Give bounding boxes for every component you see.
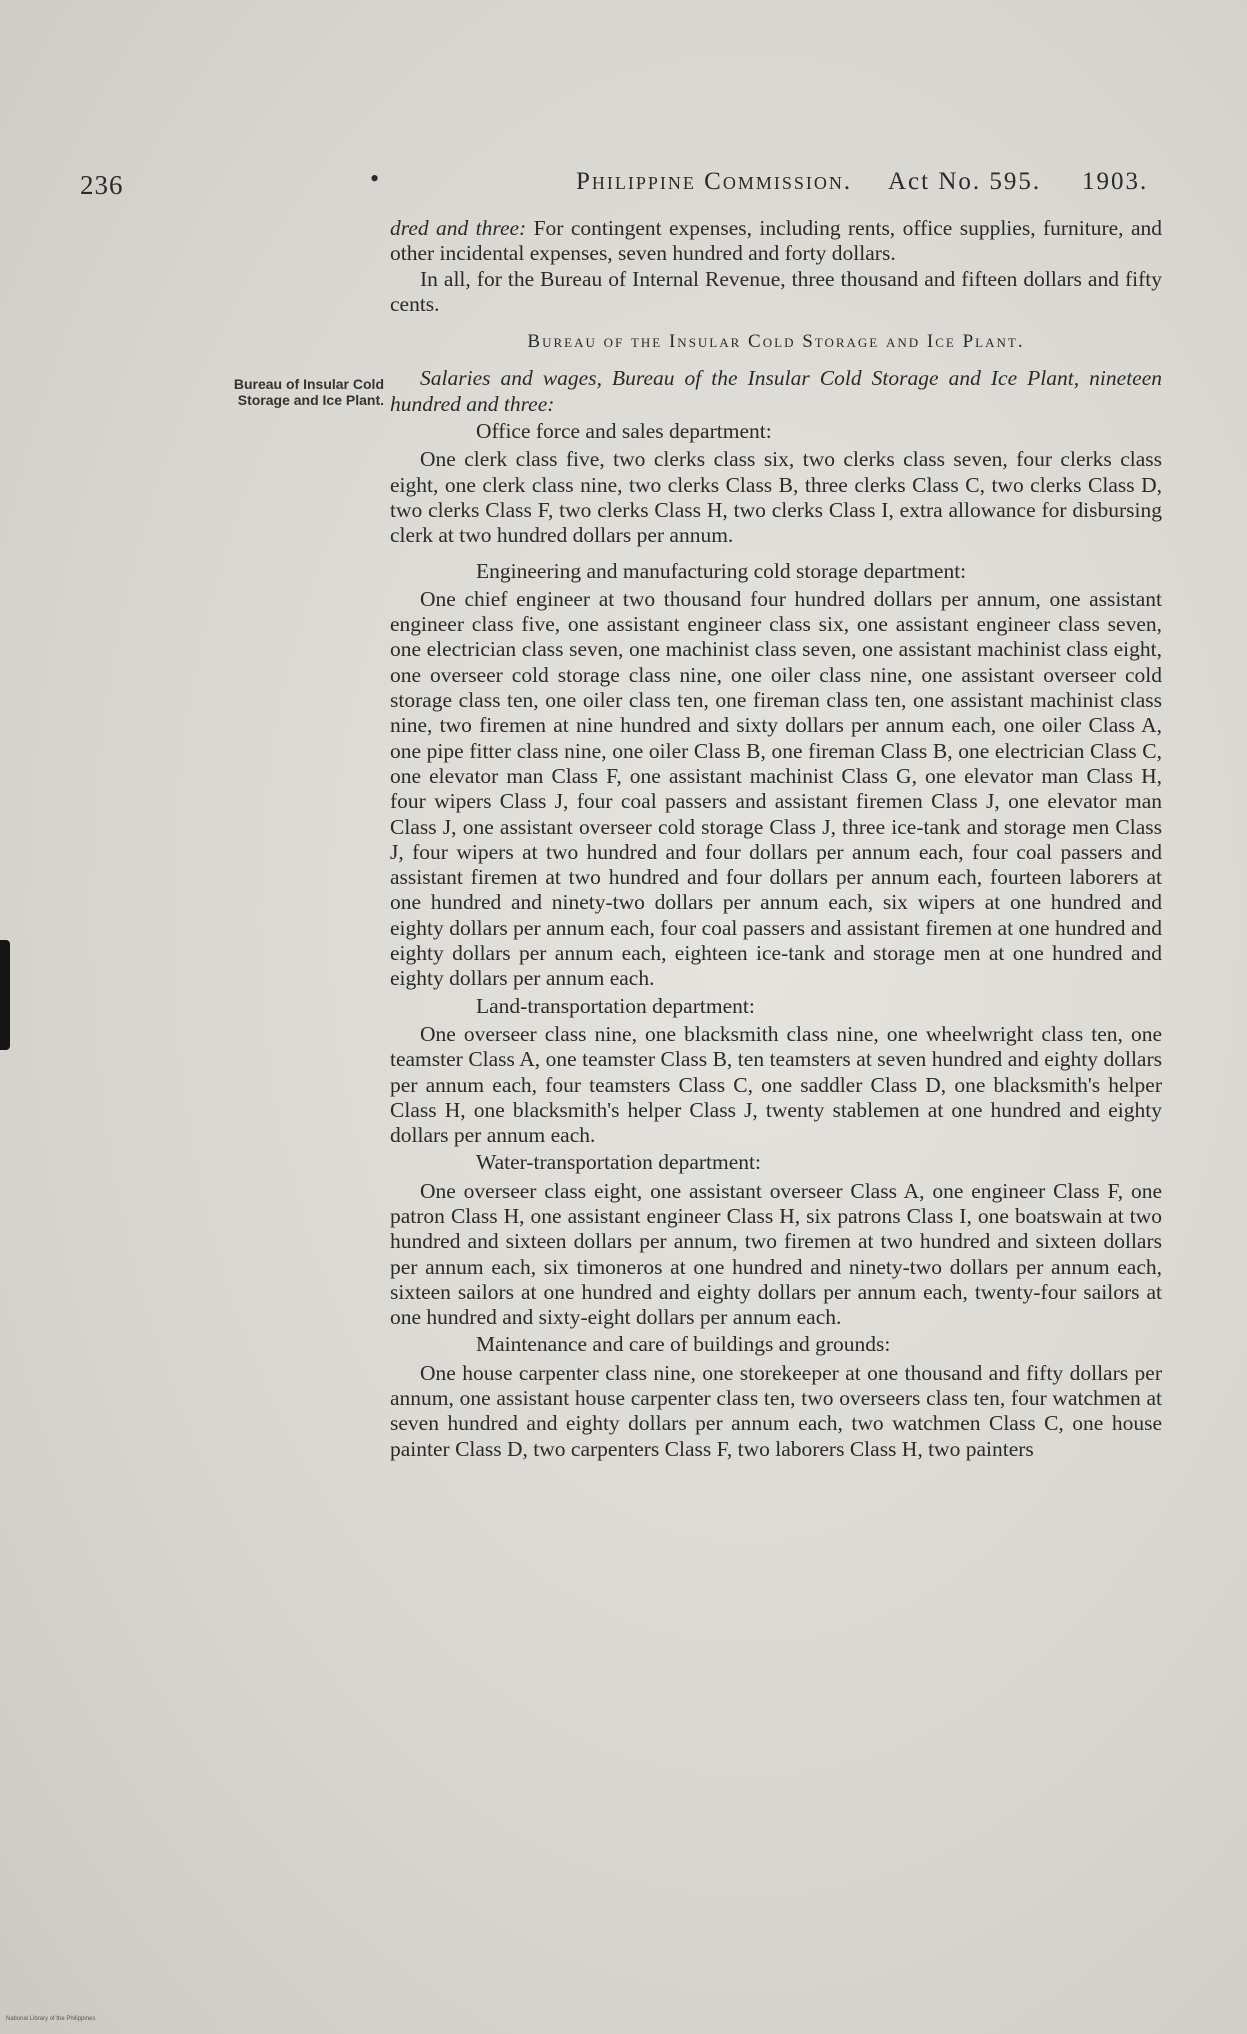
running-head-title: Philippine Commission. [576,168,853,195]
subheading-engineering: Engineering and manufacturing cold storage department: [476,558,967,583]
paragraph-contingent-text: For contingent expenses, including rents, office supplies, furniture, and other incidental expenses, seven hundred and forty dollars. [390,216,1162,266]
scan-edge-shadow [0,940,10,1050]
paragraph-salaries-title: Salaries and wages, Bureau of the Insular Cold Storage and Ice Plant, nineteen hundred and three: [390,366,1162,416]
subheading-land-transportation: Land-transportation department: [476,993,755,1018]
paragraph-water-transportation: One overseer class eight, one assistant overseer Class A, one engineer Class F, one patron Class H, one assistant engineer Class H, six patrons Class I, one boatswain at two hundred and sixteen dollars per annum, two firemen at two hundred and sixteen dollars per annum each, six timoneros at one hundred and ninety-two dollars per annum each, sixteen sailors at one hundred and eighty dollars per annum each, twenty-four sailors at one hundred and sixty-eight dollars per annum each. [390,1178,1162,1330]
margin-note: Bureau of Insular Cold Storage and Ice Plant. [233,376,384,408]
subheading-office-force: Office force and sales department: [476,419,772,444]
page-header [80,158,1160,198]
paragraph-office-force: One clerk class five, two clerks class six, two clerks class seven, four clerks class eight, one clerk class nine, two clerks Class B, three clerks Class C, two clerks Class D, two clerks Class F, two clerks Class H, two clerks Class I, extra allowance for disbursing clerk at two hundred dollars per annum. [390,447,1162,548]
paragraph-land-transportation: One overseer class nine, one blacksmith class nine, one wheelwright class ten, one teamster Class A, one teamster Class B, ten teamsters at seven hundred and eighty dollars per annum each, four teamsters Class C, one saddler Class D, one blacksmith's helper Class H, one blacksmith's helper Class J, twenty stablemen at one hundred and eighty dollars per annum each. [390,1021,1162,1148]
subheading-water-transportation: Water-transportation department: [476,1150,761,1175]
section-heading: Bureau of the Insular Cold Storage and Ice Plant. [527,331,1025,353]
header-bullet: • [370,164,381,193]
running-head-act: Act No. 595. [888,168,1042,195]
paragraph-contingent-italic: dred and three: [390,216,527,240]
paragraph-internal-revenue-total: In all, for the Bureau of Internal Revenue, three thousand and fifteen dollars and fifty cents. [390,266,1162,316]
running-head-year: 1903. [1082,168,1149,195]
body-text [390,216,1162,1462]
paragraph-contingent [390,216,1162,267]
page-number: 236 [80,170,124,200]
scan-footer-mark: National Library of the Philippines [6,2016,96,2022]
paragraph-maintenance: One house carpenter class nine, one storekeeper at one thousand and fifty dollars per annum, one assistant house carpenter class ten, two overseers class ten, four watchmen at seven hundred and eighty dollars per annum each, two watchmen Class C, one house painter Class D, two carpenters Class F, two laborers Class H, two painters [390,1360,1162,1461]
paragraph-engineering: One chief engineer at two thousand four hundred dollars per annum, one assistant engineer class five, one assistant engineer class six, one assistant engineer class seven, one electrician class seven, one machinist class seven, one assistant machinist class eight, one overseer cold storage class nine, one oiler class nine, one assistant overseer cold storage class ten, one oiler class ten, one fireman class ten, one assistant machinist class nine, two firemen at nine hundred and sixty dollars per annum each, one oiler Class A, one pipe fitter class nine, one oiler Class B, one fireman Class B, one electrician Class C, one elevator man Class F, one assistant machinist Class G, one elevator man Class H, four wipers Class J, four coal passers and assistant firemen Class J, one elevator man Class J, one assistant overseer cold storage Class J, three ice-tank and storage men Class J, four wipers at two hundred and four dollars per annum each, four coal passers and assistant firemen at two hundred and four dollars per annum each, fourteen laborers at one hundred and ninety-two dollars per annum each, six wipers at one hundred and eighty dollars per annum each, four coal passers and assistant firemen at one hundred and eighty dollars per annum each, eighteen ice-tank and storage men at one hundred and eighty dollars per annum each. [390,586,1162,991]
subheading-maintenance: Maintenance and care of buildings and grounds: [476,1332,891,1357]
